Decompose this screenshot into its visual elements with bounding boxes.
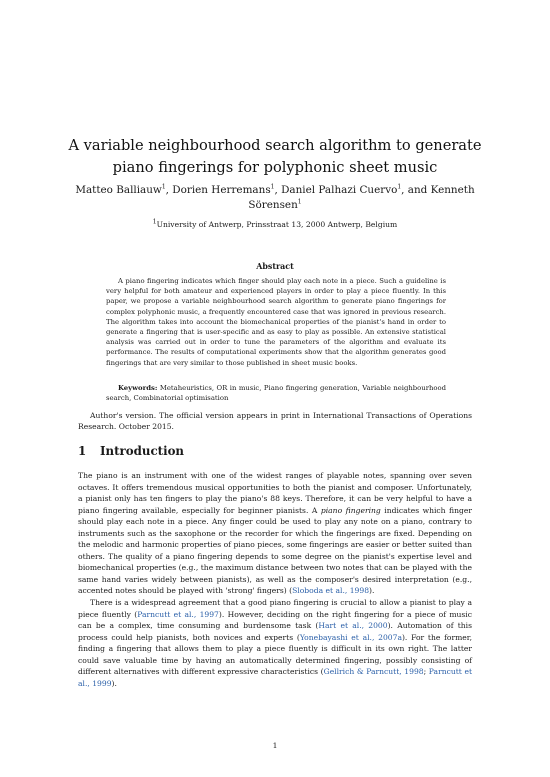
section-title: Introduction bbox=[100, 444, 185, 458]
body-text bbox=[78, 470, 472, 689]
text-run: ). Automation of this process could help pianists, both novices and experts ( bbox=[78, 621, 473, 642]
affiliation-marker: 1 bbox=[152, 218, 157, 226]
section-heading bbox=[78, 444, 472, 458]
keywords-label: Keywords: bbox=[118, 384, 158, 392]
abstract-text: A piano fingering indicates which finger should play each note in a piece. Such a guideline is very helpful for both amateur and experienced players in order to play a piece fluently. In this paper, we propose a variable neighbourhood search algorithm to generate piano fingerings for complex polyphonic music, a frequently encountered case that was ignored in previous research. The algorithm takes into account the biomechanical properties of the pianist's hand in order to generate a fingering that is user-specific and as easy to play as possible. An extensive statistical analysis was carried out in order to tune the parameters of the algorithm and evaluate its performance. The results of computational experiments show that the algorithm generates good fingerings that are very similar to those published in sheet music books. bbox=[106, 277, 446, 367]
text-run: ). For the former, finding a fingering that allows them to play a piece fluently is difficult in its own right. The latter could save valuable time by having an automatically determined fingering, possibly consisting of different alternatives with different expressive characteristics ( bbox=[78, 632, 472, 677]
paragraph bbox=[78, 470, 472, 597]
paragraph bbox=[78, 597, 472, 689]
paper-title: A variable neighbourhood search algorithm to generate piano fingerings for polyphonic sheet music bbox=[68, 137, 482, 176]
affiliation-marker: 1 bbox=[161, 183, 166, 191]
section-number: 1 bbox=[78, 444, 87, 458]
version-note bbox=[78, 410, 472, 433]
affiliation-marker: 1 bbox=[270, 183, 275, 191]
author-name: Dorien Herremans bbox=[172, 184, 271, 196]
text-run: The piano is an instrument with one of the widest ranges of playable notes, spanning over seven octaves. It offers tremendous musical opportunities to both the pianist and composer. Unfortunately, a pianist only has ten fingers to play the piano's 88 keys. Therefore, it can be very helpful to have a piano fingering available, especially for beginner pianists. A bbox=[78, 471, 472, 515]
affiliation-marker: 1 bbox=[297, 198, 302, 206]
keywords-block bbox=[106, 383, 446, 403]
citation-link[interactable]: Sloboda et al., 1998 bbox=[292, 586, 370, 596]
citation-link[interactable]: Parncutt et al., 1997 bbox=[137, 609, 219, 619]
text-run: ). bbox=[369, 586, 375, 596]
author-list: Matteo Balliauw$^1$, Dorien Herremans$^1$, Daniel Palhazi Cuervo$^1$, and Kenneth Sörensen$^1$ bbox=[75, 183, 475, 211]
abstract-body bbox=[106, 276, 446, 368]
text-run: ). However, deciding on the right fingering for a piece of music can be a complex, time consuming and burdensome task ( bbox=[78, 609, 472, 631]
affiliation-marker: 1 bbox=[397, 183, 402, 191]
author-name: Sörensen bbox=[248, 199, 298, 211]
citation-link[interactable]: Hart et al., 2000 bbox=[318, 621, 388, 631]
citation-link[interactable]: Parncutt et al., 1999 bbox=[78, 667, 472, 688]
affiliation bbox=[70, 220, 480, 230]
text-run: ). bbox=[111, 678, 117, 688]
page-number: 1 bbox=[272, 741, 278, 750]
text-run: indicates which finger should play each note in a piece. Any finger could be used to play any note on a piano, contrary to instruments such as the saxophone or the recorder for which the fingerings are fixed. Depending on the melodic and harmonic properties of piano pieces, some fingerings are easier or better suited than others. The quality of a piano fingering depends to some degree on the pianist's expertise level and biomechanical properties (e.g., the maximum distance between two notes that can be played with the same hand varies widely between pianists), as well as the composer's desired interpretation (e.g., accented notes should be played with 'strong' fingers) ( bbox=[78, 505, 472, 596]
affiliation-text: University of Antwerp, Prinsstraat 13, 2000 Antwerp, Belgium bbox=[156, 220, 398, 229]
citation-link[interactable]: Gellrich & Parncutt, 1998 bbox=[323, 667, 424, 677]
author-name: Matteo Balliauw bbox=[75, 184, 162, 196]
abstract-heading: Abstract bbox=[256, 262, 294, 271]
keywords-text: Metaheuristics, OR in music, Piano fingering generation, Variable neighbourhood search, Combinatorial optimisation bbox=[106, 384, 446, 403]
emphasis-text: piano fingering bbox=[320, 505, 381, 515]
author-name: Daniel Palhazi Cuervo bbox=[281, 184, 398, 196]
version-note-text: Author's version. The official version appears in print in International Transactions of Operations Research. October 2015. bbox=[78, 411, 472, 432]
citation-link[interactable]: Yonebayashi et al., 2007a bbox=[299, 632, 402, 642]
author-separator: , and Kenneth bbox=[401, 184, 475, 196]
text-run: ; bbox=[423, 667, 429, 677]
text-run: There is a widespread agreement that a good piano fingering is crucial to allow a pianist to play a piece fluently ( bbox=[78, 598, 472, 619]
